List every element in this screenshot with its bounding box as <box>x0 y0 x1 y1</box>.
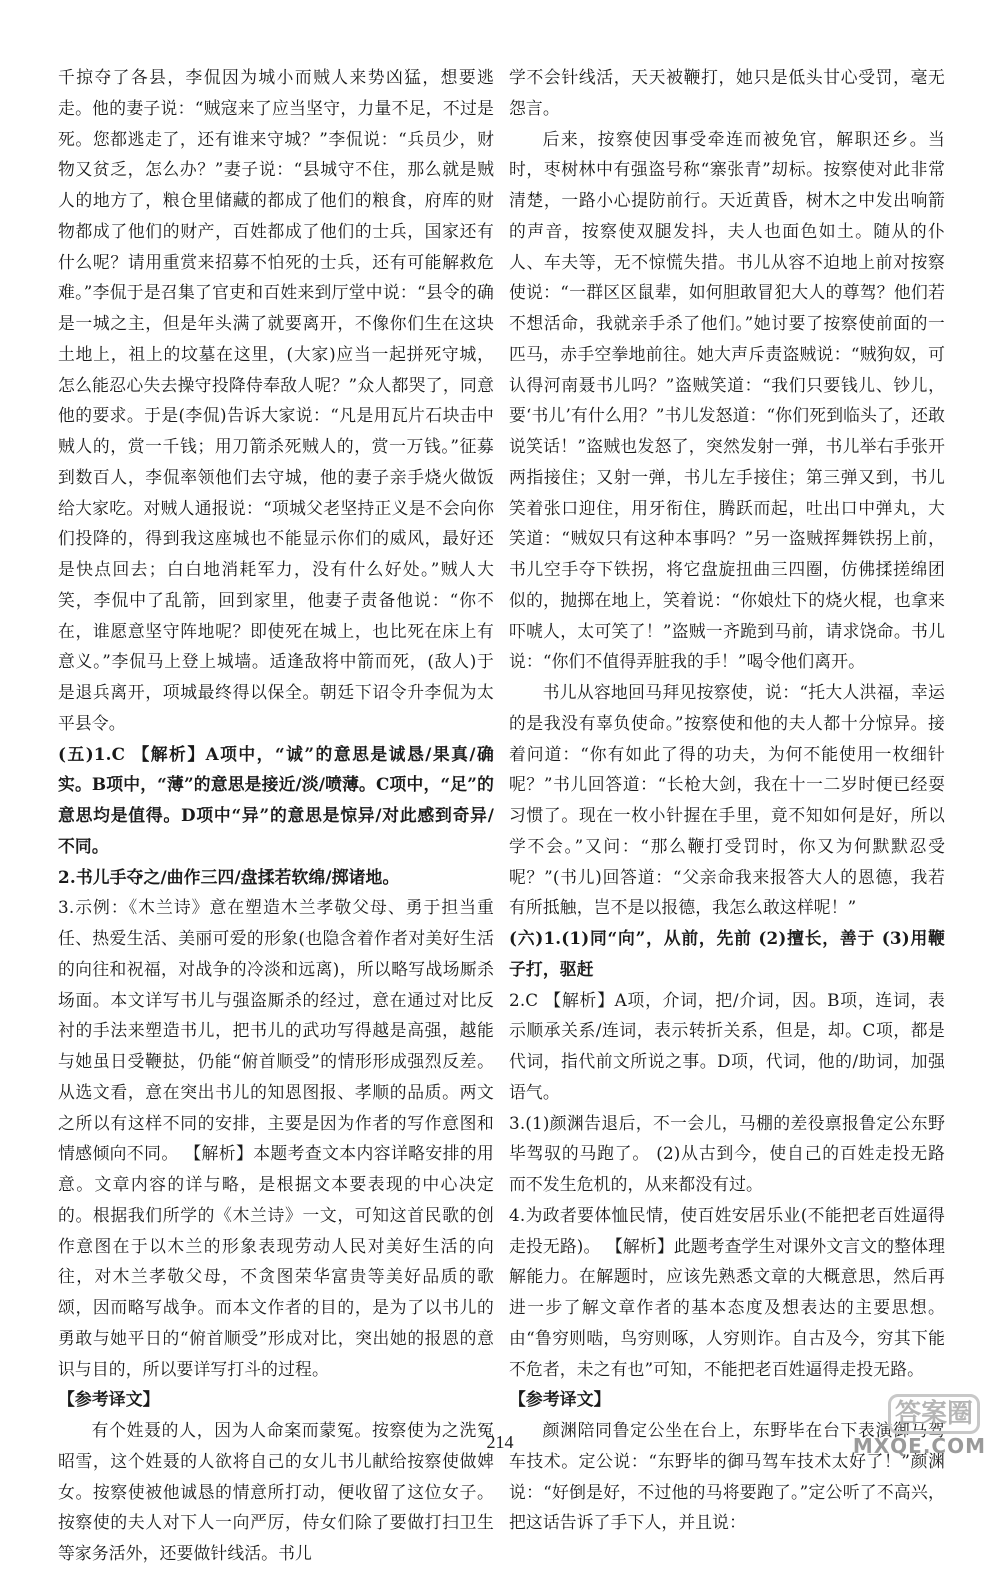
continued-paragraph: 学不会针线活，天天被鞭打，她只是低头甘心受罚，毫无怨言。 <box>509 67 945 118</box>
answer-5-2: 2.书儿手夺之/曲作三四/盘揉若软绵/掷诸地。 <box>58 866 400 887</box>
translation-paragraph: 千掠夺了各县，李侃因为城小而贼人来势凶猛，想要逃走。他的妻子说：“贼寇来了应当坚守，力量不足，不过是死。您都逃走了，还有谁来守城？”李侃说：“兵员少，财物又贫乏，怎么办？”妻子说：“县城守不住，那么就是贼人的地方了，粮仓里储藏的都成了他们的粮食，府库的财物都成了他们的财产，百姓都成了他们的士兵，国家还有什么呢？请用重赏来招募不怕死的士兵，还有可能解救危难。”李侃于是召集了官吏和百姓来到厅堂中说：“县令的确是一城之主，但是年头满了就要离开，不像你们生在这块土地上，祖上的坟墓在这里，(大家)应当一起拼死守城，怎么能忍心失去操守投降侍奉敌人呢？”众人都哭了，同意他的要求。于是(李侃)告诉大家说：“凡是用瓦片石块击中贼人的，赏一千钱；用刀箭杀死贼人的，赏一万钱。”征募到数百人，李侃率领他们去守城，他的妻子亲手烧火做饭给大家吃。对贼人通报说：“项城父老坚持正义是不会向你们投降的，得到我这座城也不能显示你们的威风，最好还是快点回去；白白地消耗军力，没有什么好处。”贼人大笑，李侃中了乱箭，回到家里，他妻子责备他说：“你不在，谁愿意坚守阵地呢？即使死在城上，也比死在床上有意义。”李侃马上登上城墙。适逢敌将中箭而死，(敌人)于是退兵离开，项城最终得以保全。朝廷下诏令升李侃为太平县令。 <box>58 67 494 733</box>
answer-5-1: (五)1.C 【解析】A项中，“诚”的意思是诚恳/果真/确实。B项中，“薄”的意思是接近/淡/喷薄。C项中，“足”的意思均是值得。D项中“异”的意思是惊异/对此感到奇异/不同。 <box>58 743 494 856</box>
reference-translation-paragraph: 有个姓聂的人，因为人命案而蒙冤。按察使为之洗冤昭雪，这个姓聂的人欲将自己的女儿书儿献给按察使做婢女。按察使被他诚恳的情意所打动，便收留了这位女子。按察使的夫人对下人一向严厉，侍女们除了要做打扫卫生等家务活外，还要做针线活。书儿 <box>58 1420 494 1563</box>
reference-translation-paragraph: 颜渊陪同鲁定公坐在台上，东野毕在台下表演御马驾车技术。定公说：“东野毕的御马驾车技术太好了！”颜渊说：“好倒是好，不过他的马将要跑了。”定公听了不高兴，把这话告诉了手下人，并且说： <box>509 1420 945 1533</box>
left-column <box>58 62 494 1569</box>
reference-translation-heading: 【参考译文】 <box>509 1389 611 1410</box>
right-column <box>509 62 945 1538</box>
watermark-site: MXQE.COM <box>852 1434 986 1458</box>
reference-translation-heading: 【参考译文】 <box>58 1389 160 1410</box>
watermark-logo <box>846 1384 986 1458</box>
translation-paragraph: 后来，按察使因事受牵连而被免官，解职还乡。当时，枣树林中有强盗号称“寨张青”刧标。按察使对此非常清楚，一路小心提防前行。天近黄昏，树木之中发出响箭的声音，按察使双腿发抖，夫人也面色如土。随从的仆人、车夫等，无不惊慌失措。书儿从容不迫地上前对按察使说：“一群区区鼠辈，如何胆敢冒犯大人的尊驾？他们若不想活命，我就亲手杀了他们。”她讨要了按察使前面的一匹马，赤手空拳地前往。她大声斥责盗贼说：“贼狗奴，可认得河南聂书儿吗？”盗贼笑道：“我们只要钱儿、钞儿，要‘书儿’有什么用？”书儿发怒道：“你们死到临头了，还敢说笑话！”盗贼也发怒了，突然发射一弹，书儿举右手张开两指接住；又射一弹，书儿左手接住；第三弹又到，书儿笑着张口迎住，用牙衔住，腾跃而起，吐出口中弹丸，大笑道：“贼奴只有这种本事吗？”另一盗贼挥舞铁拐上前，书儿空手夺下铁拐，将它盘旋扭曲三四圈，仿佛揉搓绵团似的，抛掷在地上，笑着说：“你娘灶下的烧火棍，也拿来吓唬人，太可笑了！”盗贼一齐跪到马前，请求饶命。书儿说：“你们不值得弄脏我的手！”喝令他们离开。 <box>509 128 945 672</box>
answer-5-3: 3.示例：《木兰诗》意在塑造木兰孝敬父母、勇于担当重任、热爱生活、美丽可爱的形象(也隐含着作者对美好生活的向往和祝福，对战争的冷淡和远离)，所以略写战场厮杀场面。本文详写书儿与强盗厮杀的经过，意在通过对比反衬的手法来塑造书儿，把书儿的武功写得越是高强，越能与她虽日受鞭挞，仍能“俯首顺受”的情形形成强烈反差。从选文看，意在突出书儿的知恩图报、孝顺的品质。两文之所以有这样不同的安排，主要是因为作者的写作意图和情感倾向不同。 【解析】本题考查文本内容详略安排的用意。文章内容的详与略，是根据文本要表现的中心决定的。根据我们所学的《木兰诗》一文，可知这首民歌的创作意图在于以木兰的形象表现劳动人民对美好生活的向往，对木兰孝敬父母，不贪图荣华富贵等美好品质的歌颂，因而略写战争。而本文作者的目的，是为了以书儿的勇敢与她平日的“俯首顺受”形成对比，突出她的报恩的意识与目的，所以要详写打斗的过程。 <box>58 897 494 1379</box>
answer-6-1: (六)1.(1)同“向”，从前，先前 (2)擅长，善于 (3)用鞭子打，驱赶 <box>509 928 945 979</box>
translation-paragraph: 书儿从容地回马拜见按察使，说：“托大人洪福，幸运的是我没有辜负使命。”按察使和他的夫人都十分惊异。接着问道：“你有如此了得的功夫，为何不能使用一枚细针呢？”书儿回答道：“长枪大剑，我在十一二岁时便已经耍习惯了。现在一枚小针握在手里，竟不知如何是好，所以学不会。”又问：“那么鞭打受罚时，你又为何默默忍受呢？”(书儿)回答道：“父亲命我来报答大人的恩德，我若有所抵触，岂不是以报德，我怎么敢这样呢！” <box>509 682 945 918</box>
page-number: 214 <box>486 1432 514 1452</box>
answer-6-2: 2.C 【解析】A项，介词，把/介词，因。B项，连词，表示顺承关系/连词，表示转折关系，但是，却。C项，都是代词，指代前文所说之事。D项，代词，他的/助词，加强语气。 <box>509 989 945 1102</box>
watermark-badge: 答案圈 <box>888 1394 980 1434</box>
answer-6-4: 4.为政者要体恤民情，使百姓安居乐业(不能把老百姓逼得走投无路)。 【解析】此题考查学生对课外文言文的整体理解能力。在解题时，应该先熟悉文章的大概意思，然后再进一步了解文章作者的基本态度及想表达的主要思想。由“鲁穷则啮，鸟穷则啄，人穷则诈。自古及今，穷其下能不危者，未之有也”可知，不能把老百姓逼得走投无路。 <box>509 1204 945 1379</box>
answer-6-3: 3.(1)颜渊告退后，不一会儿，马棚的差役禀报鲁定公东野毕驾驭的马跑了。 (2)从古到今，使自己的百姓走投无路而不发生危机的，从来都没有过。 <box>509 1112 945 1194</box>
